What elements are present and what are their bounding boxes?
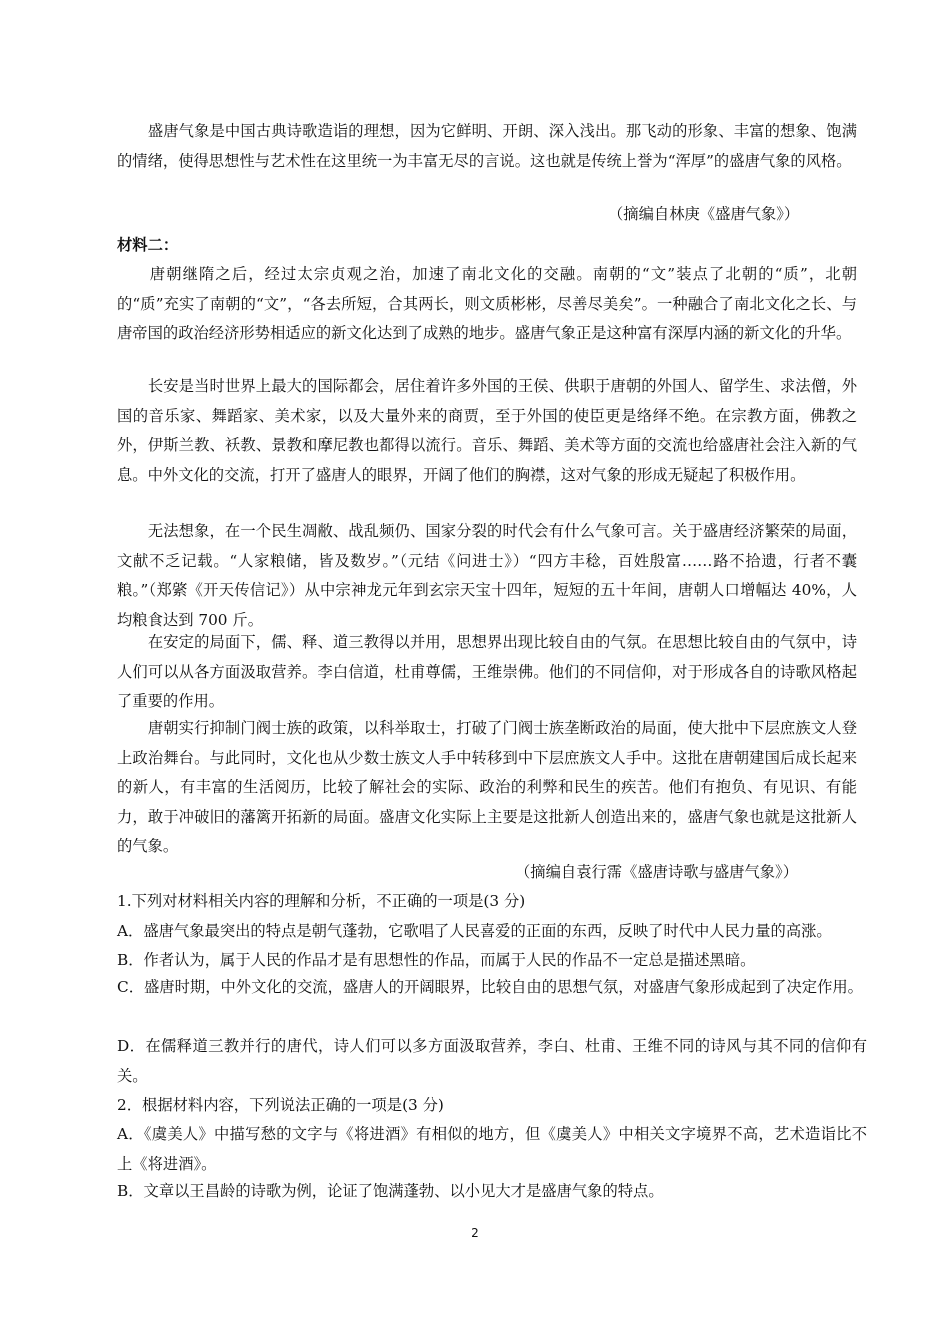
question-2-option-b: B．文章以王昌龄的诗歌为例，论证了饱满蓬勃、以小见大才是盛唐气象的特点。: [117, 1182, 664, 1200]
question-1-option-c: C．盛唐时期，中外文化的交流，盛唐人的开阔眼界，比较自由的思想气氛，对盛唐气象形成起到了决定作用。: [117, 978, 863, 996]
question-1-stem: 1.下列对材料相关内容的理解和分析，不正确的一项是(3 分): [117, 892, 526, 910]
material-two-paragraph-3: 无法想象，在一个民生凋敝、战乱频仍、国家分裂的时代会有什么气象可言。关于盛唐经济繁荣的局面，文献不乏记载。“人家粮储，皆及数岁。”（元结《问进士》）“四方丰稔，百姓殷富……路不拾遗，行者不囊粮。”（郑綮《开天传信记》）从中宗神龙元年到玄宗天宝十四年，短短的五十年间，唐朝人口增幅达 40%，人均粮食达到 700 斤。: [117, 522, 857, 629]
question-1-option-b: B．作者认为，属于人民的作品才是有思想性的作品，而属于人民的作品不一定总是描述黑暗。: [117, 951, 756, 969]
question-2-option-a: A．《虞美人》中描写愁的文字与《将进酒》有相似的地方，但《虞美人》中相关文字境界不高，艺术造诣比不上《将进酒》。: [117, 1125, 867, 1173]
material-two-paragraph-2: 长安是当时世界上最大的国际都会，居住着许多外国的王侯、供职于唐朝的外国人、留学生、求法僧，外国的音乐家、舞蹈家、美术家，以及大量外来的商贾，至于外国的使臣更是络绎不绝。在宗教方面，佛教之外，伊斯兰教、袄教、景教和摩尼教也都得以流行。音乐、舞蹈、美术等方面的交流也给盛唐社会注入新的气息。中外文化的交流，打开了盛唐人的眼界，开阔了他们的胸襟，这对气象的形成无疑起了积极作用。: [117, 377, 857, 484]
material-one-source: （摘编自林庚《盛唐气象》）: [608, 205, 800, 223]
question-2-stem: 2．根据材料内容，下列说法正确的一项是(3 分): [117, 1096, 444, 1114]
material-two-paragraph-5: 唐朝实行抑制门阀士族的政策，以科举取士，打破了门阀士族垄断政治的局面，使大批中下层庶族文人登上政治舞台。与此同时，文化也从少数士族文人手中转移到中下层庶族文人手中。这批在唐朝建国后成长起来的新人，有丰富的生活阅历，比较了解社会的实际、政治的利弊和民生的疾苦。他们有抱负、有见识、有能力，敢于冲破旧的藩篱开拓新的局面。盛唐文化实际上主要是这批新人创造出来的，盛唐气象也就是这批新人的气象。: [117, 719, 857, 855]
material-two-heading: 材料二：: [117, 236, 179, 254]
page-number: 2: [471, 1226, 479, 1240]
material-two-paragraph-1: 唐朝继隋之后，经过太宗贞观之治，加速了南北文化的交融。南朝的“文”装点了北朝的“质”，北朝的“质”充实了南朝的“文”，“各去所短，合其两长，则文质彬彬，尽善尽美矣”。一种融合了南北文化之长、与唐帝国的政治经济形势相适应的新文化达到了成熟的地步。盛唐气象正是这种富有深厚内涵的新文化的升华。: [117, 265, 857, 342]
material-two-source: （摘编自袁行霈《盛唐诗歌与盛唐气象》）: [515, 863, 798, 881]
material-two-paragraph-4: 在安定的局面下，儒、释、道三教得以并用，思想界出现比较自由的气氛。在思想比较自由的气氛中，诗人们可以从各方面汲取营养。李白信道，杜甫尊儒，王维崇佛。他们的不同信仰，对于形成各自的诗歌风格起了重要的作用。: [117, 633, 857, 710]
question-1-option-d: D．在儒释道三教并行的唐代，诗人们可以多方面汲取营养，李白、杜甫、王维不同的诗风与其不同的信仰有关。: [117, 1037, 867, 1085]
material-one-paragraph: 盛唐气象是中国古典诗歌造诣的理想，因为它鲜明、开朗、深入浅出。那飞动的形象、丰富的想象、饱满的情绪，使得思想性与艺术性在这里统一为丰富无尽的言说。这也就是传统上誉为“浑厚”的盛唐气象的风格。: [117, 122, 857, 170]
question-1-option-a: A．盛唐气象最突出的特点是朝气蓬勃，它歌唱了人民喜爱的正面的东西，反映了时代中人民力量的高涨。: [117, 922, 832, 940]
